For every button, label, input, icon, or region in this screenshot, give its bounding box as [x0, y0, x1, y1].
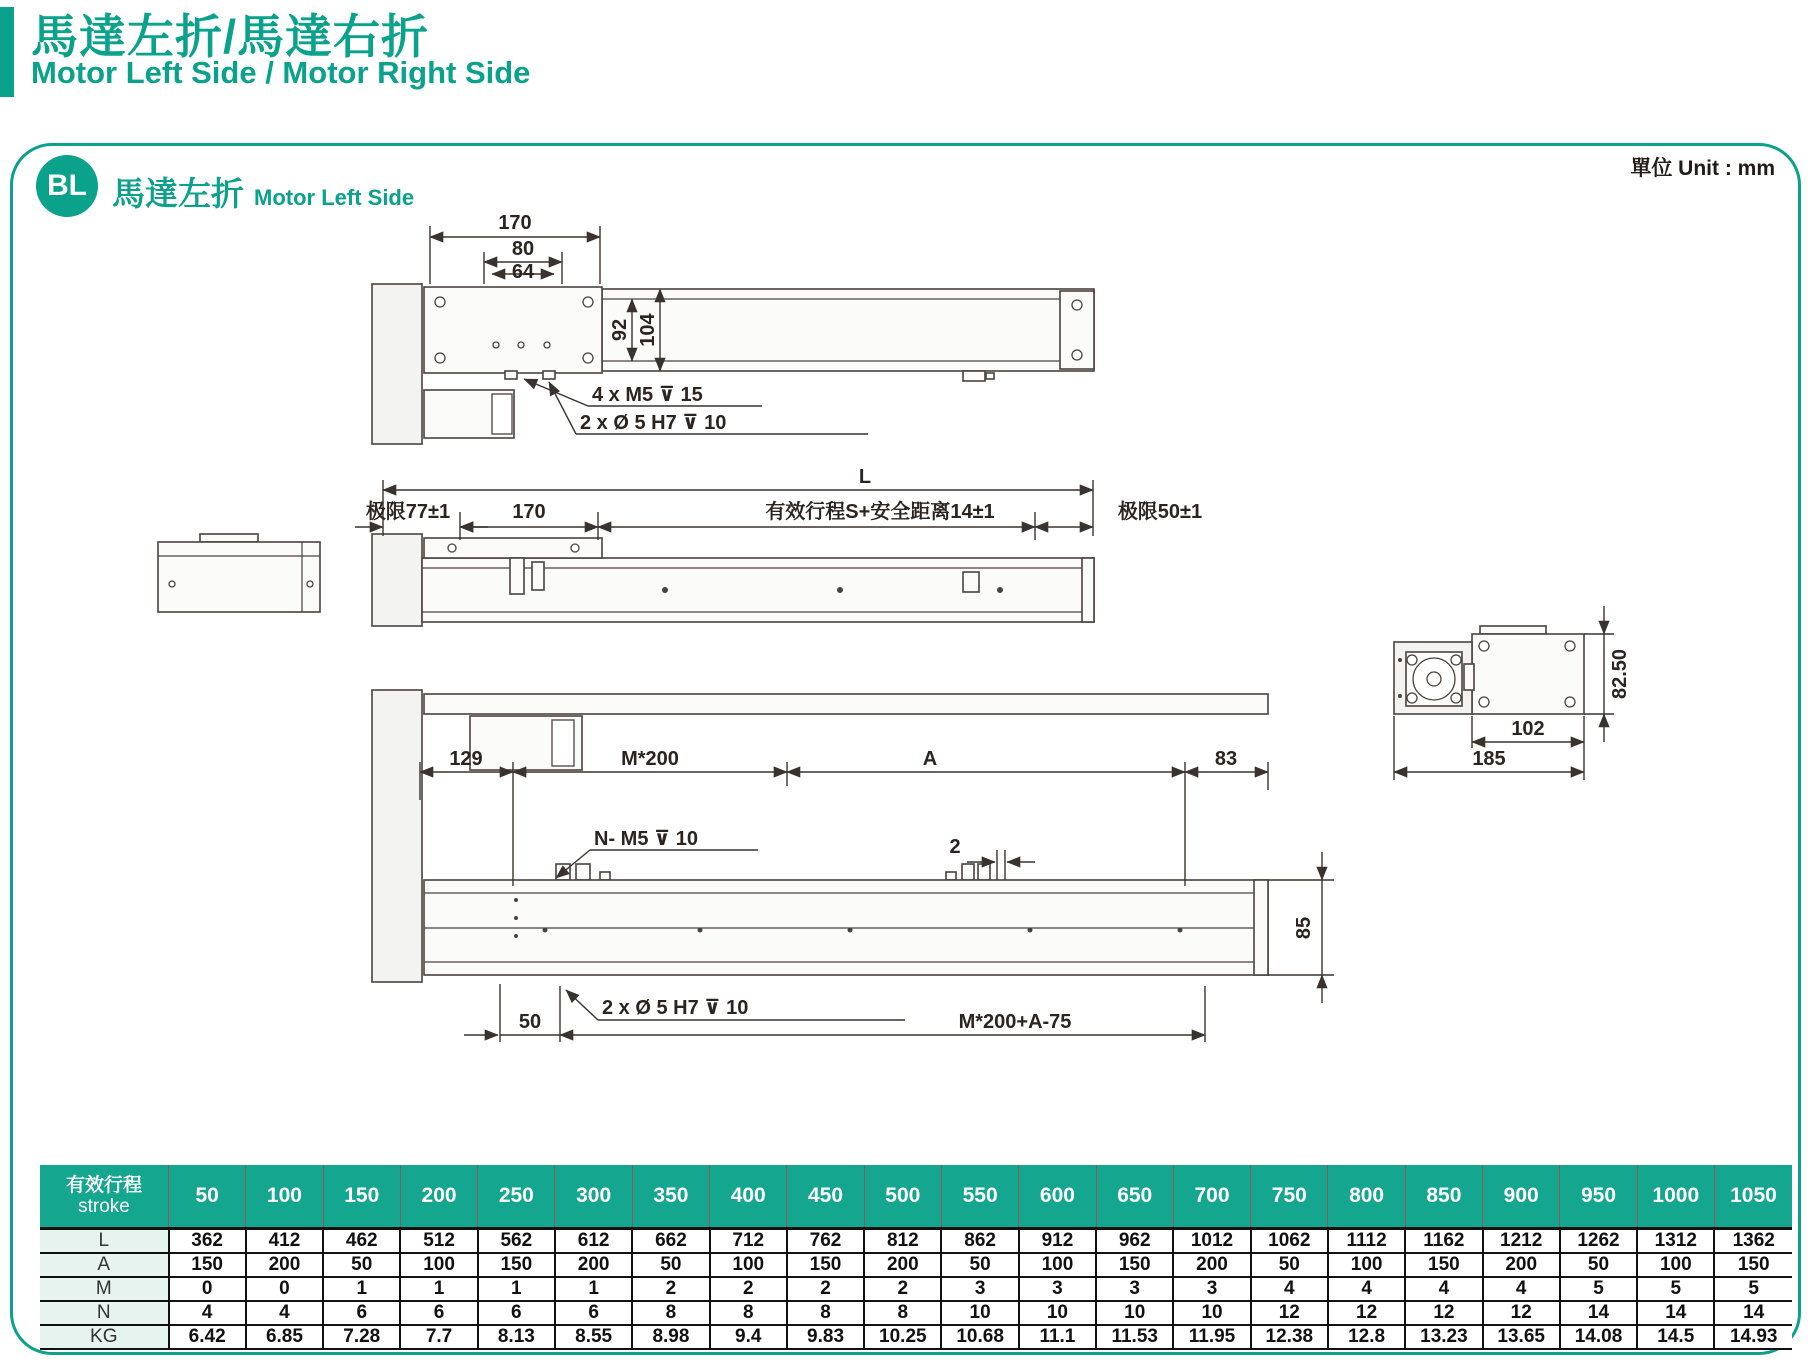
dim-total: M*200+A-75 [958, 1011, 1072, 1033]
table-header-row [40, 1165, 1792, 1229]
value-cell: 5 [1637, 1277, 1714, 1301]
value-cell: 512 [400, 1229, 477, 1254]
value-cell: 612 [555, 1229, 632, 1254]
value-cell: 12 [1405, 1301, 1482, 1325]
stroke-table-wrap [40, 1165, 1792, 1350]
stroke-table [40, 1165, 1792, 1350]
section-title-zh: 馬達左折 [112, 175, 244, 212]
value-cell: 11.53 [1096, 1325, 1173, 1349]
value-cell: 100 [1328, 1253, 1405, 1277]
value-cell: 200 [864, 1253, 941, 1277]
value-cell: 812 [864, 1229, 941, 1254]
limit-right-label: 极限50±1 [1117, 501, 1203, 523]
value-cell: 11.1 [1019, 1325, 1096, 1349]
value-cell: 8 [632, 1301, 709, 1325]
value-cell: 1062 [1251, 1229, 1328, 1254]
value-cell: 14.5 [1637, 1325, 1714, 1349]
dim-64: 64 [511, 261, 535, 283]
stroke-col-header: 550 [941, 1165, 1018, 1229]
value-cell: 10.25 [864, 1325, 941, 1349]
value-cell: 0 [246, 1277, 323, 1301]
limit-left-label: 极限77±1 [365, 501, 451, 523]
stroke-col-header: 450 [787, 1165, 864, 1229]
stroke-col-header: 400 [710, 1165, 787, 1229]
value-cell: 8.13 [478, 1325, 555, 1349]
value-cell: 4 [1328, 1277, 1405, 1301]
top-view-geometry [372, 284, 1094, 444]
table-row [40, 1325, 1792, 1349]
value-cell: 12.8 [1328, 1325, 1405, 1349]
stroke-header-cell [40, 1165, 169, 1229]
dim-80: 80 [511, 238, 535, 260]
value-cell: 150 [787, 1253, 864, 1277]
stroke-col-header: 1050 [1714, 1165, 1792, 1229]
value-cell: 50 [941, 1253, 1018, 1277]
value-cell: 462 [323, 1229, 400, 1254]
value-cell: 862 [941, 1229, 1018, 1254]
value-cell: 100 [400, 1253, 477, 1277]
stroke-col-header: 100 [246, 1165, 323, 1229]
dim-50: 50 [518, 1011, 542, 1033]
stroke-header-zh: 有效行程 [65, 1175, 142, 1196]
note-pin-bottom: 2 x Ø 5 H7 ⊽ 10 [602, 997, 749, 1019]
value-cell: 8.55 [555, 1325, 632, 1349]
value-cell: 0 [169, 1277, 246, 1301]
dim-A: A [922, 748, 938, 770]
stroke-col-header: 50 [169, 1165, 246, 1229]
dim-92: 92 [609, 318, 631, 342]
value-cell: 14.08 [1560, 1325, 1637, 1349]
section-badge: BL [36, 155, 98, 217]
value-cell: 13.23 [1405, 1325, 1482, 1349]
value-cell: 14 [1714, 1301, 1792, 1325]
value-cell: 912 [1019, 1229, 1096, 1254]
value-cell: 4 [1483, 1277, 1560, 1301]
value-cell: 6 [323, 1301, 400, 1325]
value-cell: 2 [632, 1277, 709, 1301]
value-cell: 9.83 [787, 1325, 864, 1349]
dim-102: 102 [1511, 718, 1545, 740]
value-cell: 6 [400, 1301, 477, 1325]
value-cell: 1362 [1714, 1229, 1792, 1254]
value-cell: 8.98 [632, 1325, 709, 1349]
value-cell: 11.95 [1173, 1325, 1250, 1349]
value-cell: 362 [169, 1229, 246, 1254]
value-cell: 200 [1173, 1253, 1250, 1277]
stroke-col-header: 750 [1251, 1165, 1328, 1229]
value-cell: 50 [1560, 1253, 1637, 1277]
value-cell: 1162 [1405, 1229, 1482, 1254]
value-cell: 2 [864, 1277, 941, 1301]
value-cell: 962 [1096, 1229, 1173, 1254]
value-cell: 4 [169, 1301, 246, 1325]
page-title-en: Motor Left Side / Motor Right Side [31, 55, 531, 90]
value-cell: 150 [1405, 1253, 1482, 1277]
value-cell: 150 [478, 1253, 555, 1277]
value-cell: 5 [1714, 1277, 1792, 1301]
value-cell: 8 [864, 1301, 941, 1325]
dim-L: L [858, 466, 872, 488]
note-thread-bottom: N- M5 ⊽ 10 [594, 828, 699, 850]
stroke-col-header: 600 [1019, 1165, 1096, 1229]
value-cell: 3 [1019, 1277, 1096, 1301]
row-label-cell: N [40, 1301, 169, 1325]
stroke-col-header: 850 [1405, 1165, 1482, 1229]
value-cell: 12 [1483, 1301, 1560, 1325]
value-cell: 1 [478, 1277, 555, 1301]
note-pin-top: 2 x Ø 5 H7 ⊽ 10 [580, 412, 727, 434]
side-view-geometry [158, 534, 1094, 626]
value-cell: 8 [710, 1301, 787, 1325]
value-cell: 13.65 [1483, 1325, 1560, 1349]
table-row [40, 1301, 1792, 1325]
section-title-en: Motor Left Side [254, 185, 415, 210]
stroke-col-header: 500 [864, 1165, 941, 1229]
dim-185: 185 [1472, 748, 1506, 770]
stroke-col-header: 900 [1483, 1165, 1560, 1229]
value-cell: 100 [1637, 1253, 1714, 1277]
table-row [40, 1253, 1792, 1277]
value-cell: 150 [1714, 1253, 1792, 1277]
value-cell: 50 [1251, 1253, 1328, 1277]
stroke-span-label: 有效行程S+安全距离14±1 [765, 501, 995, 523]
value-cell: 4 [246, 1301, 323, 1325]
value-cell: 3 [1173, 1277, 1250, 1301]
value-cell: 14 [1560, 1301, 1637, 1325]
note-thread-top: 4 x M5 ⊽ 15 [592, 384, 703, 406]
stroke-col-header: 250 [478, 1165, 555, 1229]
value-cell: 12.38 [1251, 1325, 1328, 1349]
unit-label: 單位 Unit : mm [1630, 157, 1775, 180]
stroke-col-header: 350 [632, 1165, 709, 1229]
table-row [40, 1277, 1792, 1301]
dim-85: 85 [1293, 916, 1315, 940]
value-cell: 100 [1019, 1253, 1096, 1277]
value-cell: 1112 [1328, 1229, 1405, 1254]
value-cell: 1312 [1637, 1229, 1714, 1254]
dim-82-50: 82.50 [1609, 648, 1631, 700]
row-label-cell: M [40, 1277, 169, 1301]
value-cell: 2 [710, 1277, 787, 1301]
stroke-col-header: 150 [323, 1165, 400, 1229]
value-cell: 6.42 [169, 1325, 246, 1349]
side-view-dimensions [355, 466, 1202, 540]
dim-170-top: 170 [498, 212, 532, 234]
value-cell: 2 [787, 1277, 864, 1301]
value-cell: 7.28 [323, 1325, 400, 1349]
value-cell: 9.4 [710, 1325, 787, 1349]
row-label-cell: L [40, 1229, 169, 1254]
value-cell: 150 [1096, 1253, 1173, 1277]
stroke-col-header: 300 [555, 1165, 632, 1229]
value-cell: 6 [478, 1301, 555, 1325]
value-cell: 10 [1173, 1301, 1250, 1325]
value-cell: 200 [1483, 1253, 1560, 1277]
value-cell: 762 [787, 1229, 864, 1254]
stroke-col-header: 800 [1328, 1165, 1405, 1229]
stroke-header-en: stroke [78, 1196, 130, 1217]
value-cell: 10 [1019, 1301, 1096, 1325]
value-cell: 10 [941, 1301, 1018, 1325]
value-cell: 1 [555, 1277, 632, 1301]
dim-2: 2 [949, 836, 961, 858]
value-cell: 3 [1096, 1277, 1173, 1301]
value-cell: 10 [1096, 1301, 1173, 1325]
value-cell: 412 [246, 1229, 323, 1254]
dim-170-side: 170 [512, 501, 546, 523]
value-cell: 6 [555, 1301, 632, 1325]
dim-m200: M*200 [621, 748, 679, 770]
stroke-col-header: 950 [1560, 1165, 1637, 1229]
stroke-col-header: 700 [1173, 1165, 1250, 1229]
value-cell: 5 [1560, 1277, 1637, 1301]
value-cell: 4 [1251, 1277, 1328, 1301]
value-cell: 1 [400, 1277, 477, 1301]
dim-129: 129 [449, 748, 483, 770]
value-cell: 1 [323, 1277, 400, 1301]
value-cell: 712 [710, 1229, 787, 1254]
value-cell: 562 [478, 1229, 555, 1254]
value-cell: 8 [787, 1301, 864, 1325]
page-title-zh: 馬達左折/馬達右折 [31, 10, 430, 63]
value-cell: 4 [1405, 1277, 1482, 1301]
value-cell: 3 [941, 1277, 1018, 1301]
value-cell: 14 [1637, 1301, 1714, 1325]
row-label-cell: A [40, 1253, 169, 1277]
dim-104: 104 [637, 313, 659, 347]
value-cell: 6.85 [246, 1325, 323, 1349]
value-cell: 7.7 [400, 1325, 477, 1349]
table-row [40, 1229, 1792, 1254]
value-cell: 1212 [1483, 1229, 1560, 1254]
stroke-col-header: 650 [1096, 1165, 1173, 1229]
value-cell: 100 [710, 1253, 787, 1277]
value-cell: 1262 [1560, 1229, 1637, 1254]
dim-83: 83 [1214, 748, 1238, 770]
value-cell: 14.93 [1714, 1325, 1792, 1349]
value-cell: 50 [323, 1253, 400, 1277]
value-cell: 150 [169, 1253, 246, 1277]
row-label-cell: KG [40, 1325, 169, 1349]
value-cell: 10.68 [941, 1325, 1018, 1349]
value-cell: 662 [632, 1229, 709, 1254]
value-cell: 12 [1251, 1301, 1328, 1325]
stroke-col-header: 1000 [1637, 1165, 1714, 1229]
end-view-geometry [1394, 626, 1584, 714]
value-cell: 12 [1328, 1301, 1405, 1325]
value-cell: 50 [632, 1253, 709, 1277]
value-cell: 200 [555, 1253, 632, 1277]
stroke-col-header: 200 [400, 1165, 477, 1229]
value-cell: 200 [246, 1253, 323, 1277]
bottom-view-geometry [372, 690, 1268, 982]
value-cell: 1012 [1173, 1229, 1250, 1254]
